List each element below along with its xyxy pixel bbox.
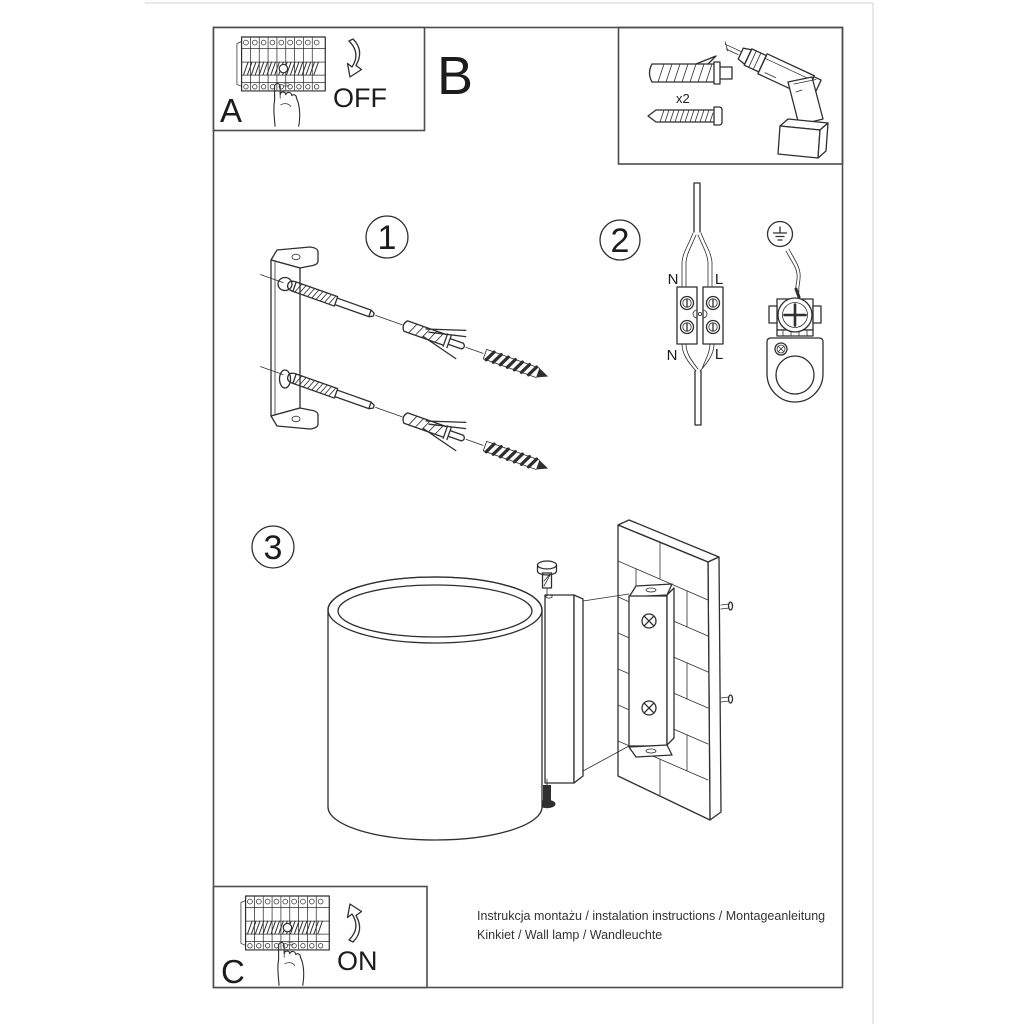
- footer-line-1: Instrukcja montażu / instalation instructions / Montageanleitung: [477, 909, 826, 923]
- mounting-bracket-icon: [271, 247, 318, 429]
- wall-screw-icon: [721, 602, 733, 703]
- wire-label-n-bottom: N: [666, 347, 678, 364]
- page-frame: [214, 28, 843, 988]
- earth-symbol-icon: [768, 222, 793, 247]
- wall-plug-icon: [650, 56, 733, 84]
- ground-wire-icon: [786, 249, 800, 297]
- lamp-cylinder-icon: [328, 577, 542, 840]
- panel-a-label: A: [220, 92, 243, 129]
- step-1-number: 1: [377, 219, 397, 257]
- quantity-label: x2: [676, 91, 690, 106]
- wire-label-n-top: N: [667, 271, 679, 288]
- terminal-block-icon: [677, 183, 723, 425]
- tools-box: [619, 28, 843, 165]
- lamp-back-plate: [545, 595, 583, 783]
- step-2: [600, 183, 823, 425]
- panel-b-label: B: [437, 46, 474, 106]
- footer-line-2: Kinkiet / Wall lamp / Wandleuchte: [477, 928, 663, 942]
- step-3-number: 3: [263, 529, 283, 567]
- power-off-box: [214, 28, 425, 131]
- ground-clamp-icon: [767, 298, 823, 402]
- power-on-box: [214, 887, 428, 991]
- off-label: OFF: [333, 83, 387, 113]
- panel-c-label: C: [221, 953, 245, 990]
- step-2-number: 2: [610, 222, 630, 260]
- screw-icon: [648, 107, 722, 125]
- wire-label-l-top: L: [714, 271, 724, 288]
- drill-icon: [719, 36, 828, 158]
- on-label: ON: [337, 946, 378, 976]
- top-screw-icon: [538, 561, 557, 596]
- step-3: [252, 520, 733, 840]
- wire-label-l-bottom: L: [714, 346, 724, 363]
- wall-bracket-icon: [629, 584, 674, 757]
- step-1: [256, 216, 554, 482]
